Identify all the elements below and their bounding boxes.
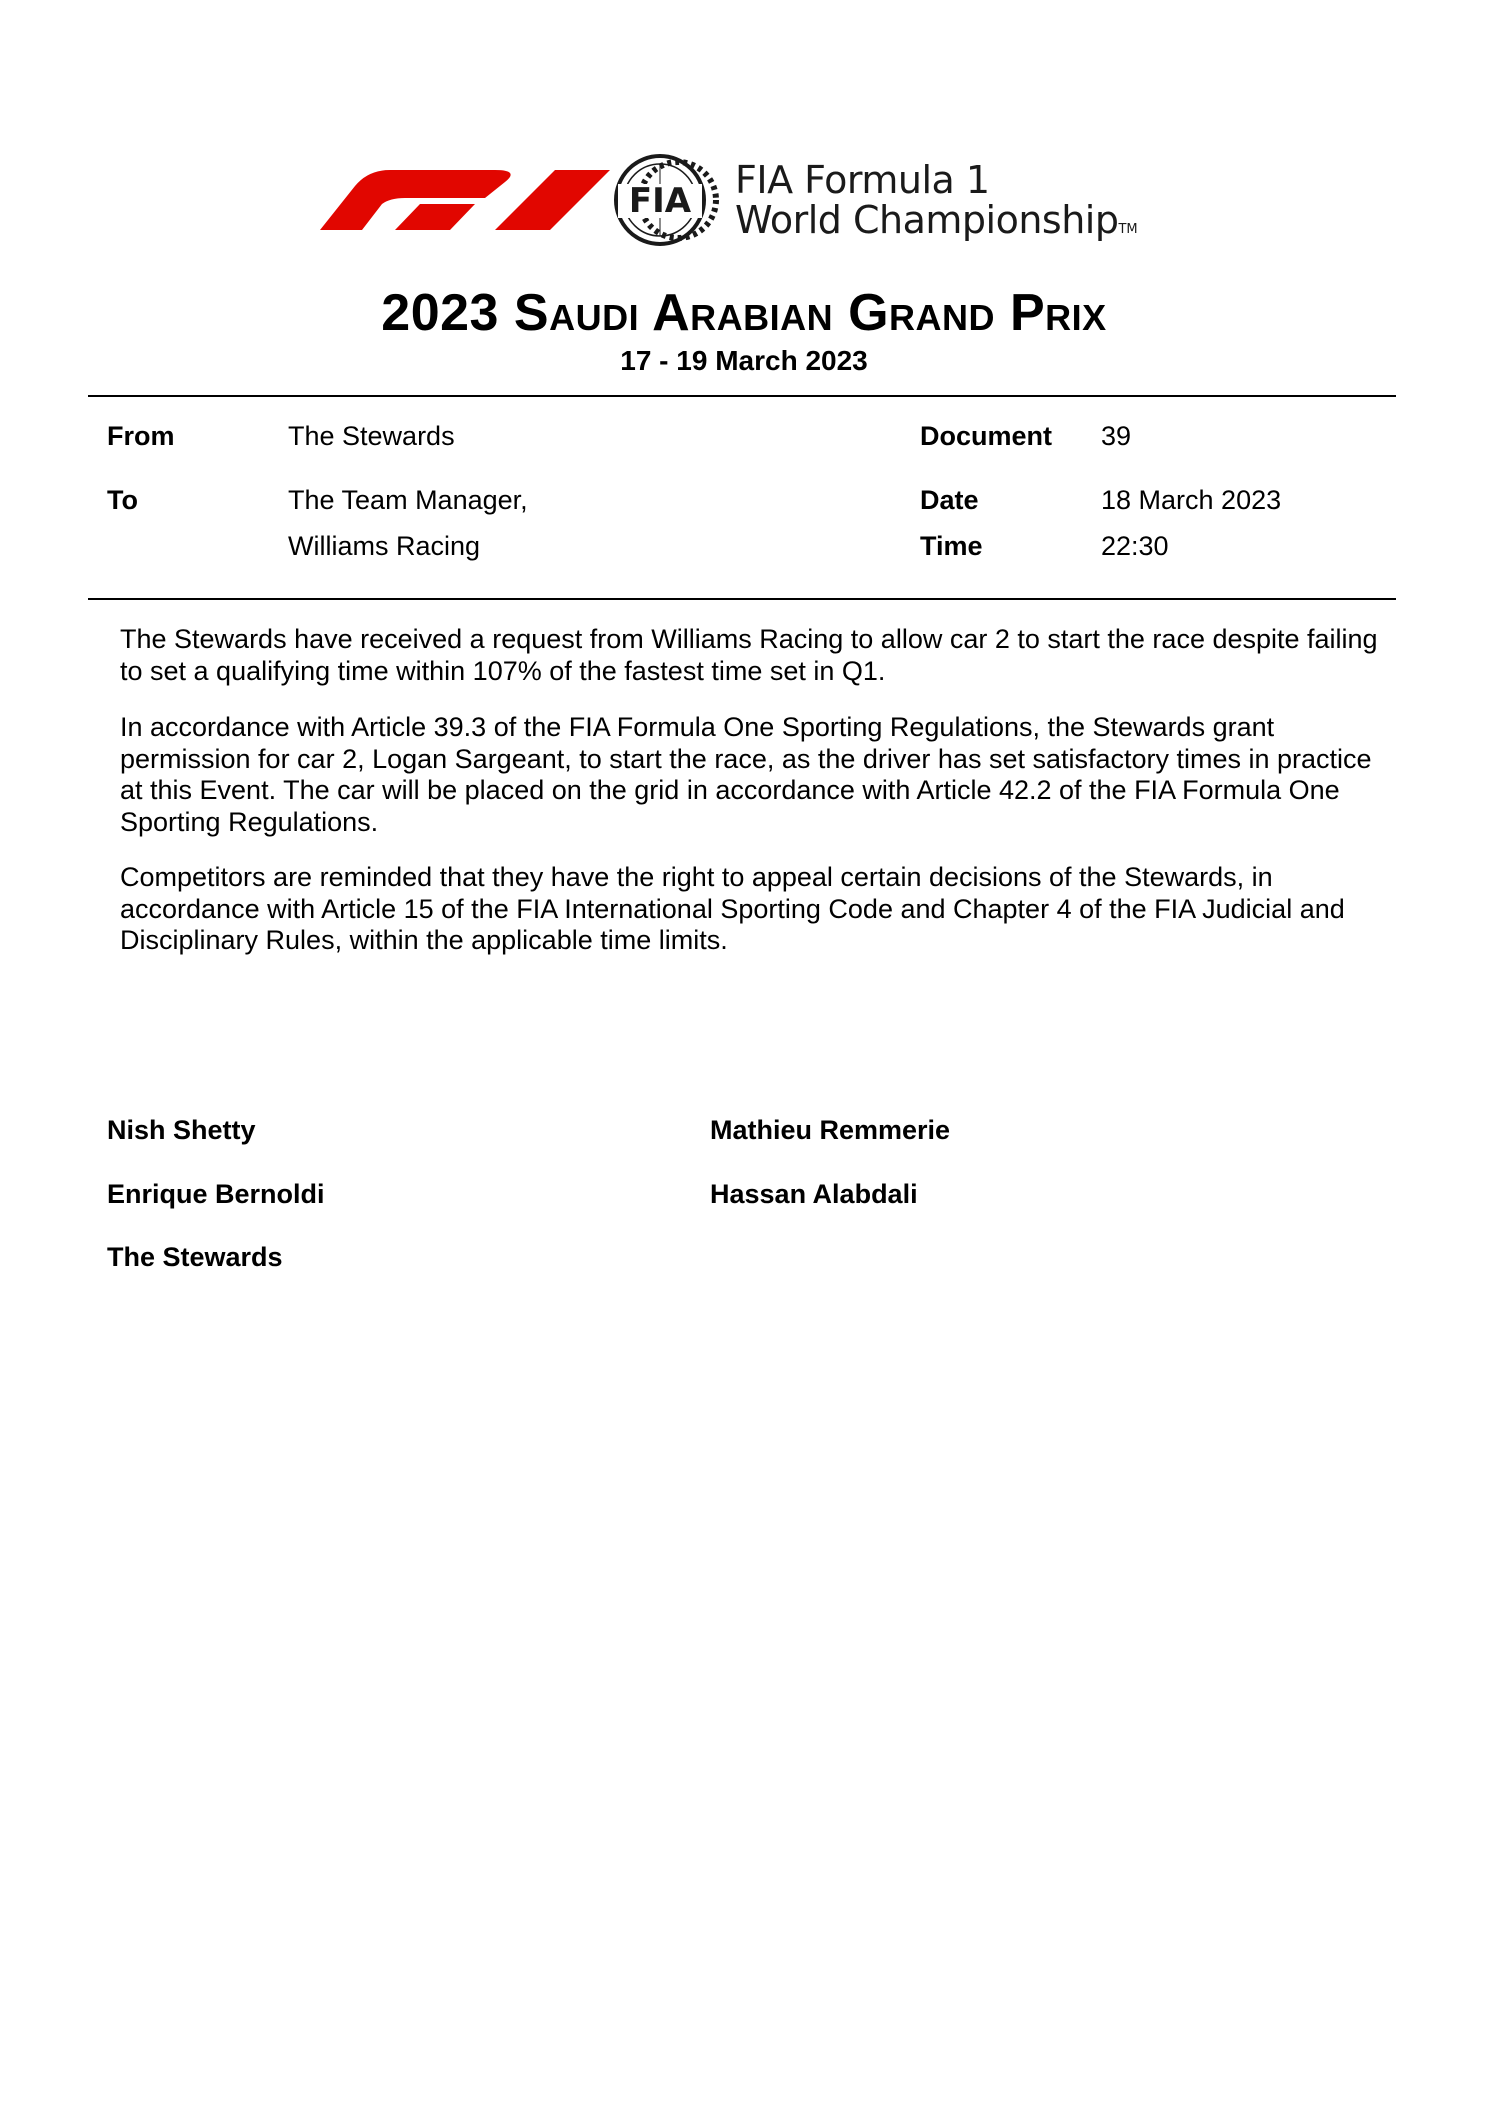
paragraph-text: Competitors are reminded that they have the right to appeal certain decisions of the Stewards, in accordance with Article 15 of the FIA International Sporting Code and Chapter 4 of the FIA Judicial and Disciplinary Rules, within the applicable time limits. xyxy=(120,862,1345,955)
championship-line-2 xyxy=(735,200,1138,250)
time-value: 22:30 xyxy=(1101,531,1169,561)
steward-name: Enrique Bernoldi xyxy=(107,1179,325,1209)
signature-footer: The Stewards xyxy=(107,1242,283,1272)
document-value: 39 xyxy=(1101,421,1132,451)
to-value-line-1: The Team Manager, xyxy=(288,485,528,515)
event-title: 2023 Saudi Arabian Grand Prix xyxy=(381,284,1107,342)
trademark-mark: TM xyxy=(1118,222,1138,237)
body-paragraph-1 xyxy=(120,624,1390,687)
steward-name: Mathieu Remmerie xyxy=(710,1115,951,1145)
f1-logo-icon xyxy=(310,160,610,240)
championship-line-1: FIA Formula 1 xyxy=(735,158,990,202)
time-label: Time xyxy=(920,531,983,561)
paragraph-text: In accordance with Article 39.3 of the FIA Formula One Sporting Regulations, the Stewards grant permission for car 2, Logan Sargeant, to start the race, as the driver has set satisfactory times in practice at this Event. The car will be placed on the grid in accordance with Article 42.2 of the FIA Formula One Sporting Regulations. xyxy=(120,712,1372,837)
to-label: To xyxy=(107,485,138,515)
date-value: 18 March 2023 xyxy=(1101,485,1282,515)
fia-badge-text: FIA xyxy=(628,181,692,221)
header-logo xyxy=(310,150,1210,260)
event-dates: 17 - 19 March 2023 xyxy=(620,345,868,376)
from-value: The Stewards xyxy=(288,421,455,451)
top-divider xyxy=(88,395,1396,397)
body-paragraph-3 xyxy=(120,862,1390,957)
fia-badge-icon xyxy=(610,152,722,248)
bottom-divider xyxy=(88,598,1396,600)
from-label: From xyxy=(107,421,175,451)
steward-name: Nish Shetty xyxy=(107,1115,256,1145)
document-label: Document xyxy=(920,421,1053,451)
steward-name: Hassan Alabdali xyxy=(710,1179,918,1209)
body-paragraph-2 xyxy=(120,712,1390,838)
to-value-line-2: Williams Racing xyxy=(288,531,481,561)
championship-name xyxy=(735,160,1138,250)
paragraph-text: The Stewards have received a request from Williams Racing to allow car 2 to start the race despite failing to set a qualifying time within 107% of the fastest time set in Q1. xyxy=(120,624,1378,686)
date-label: Date xyxy=(920,485,979,515)
championship-line-2-text: World Championship xyxy=(735,198,1119,242)
